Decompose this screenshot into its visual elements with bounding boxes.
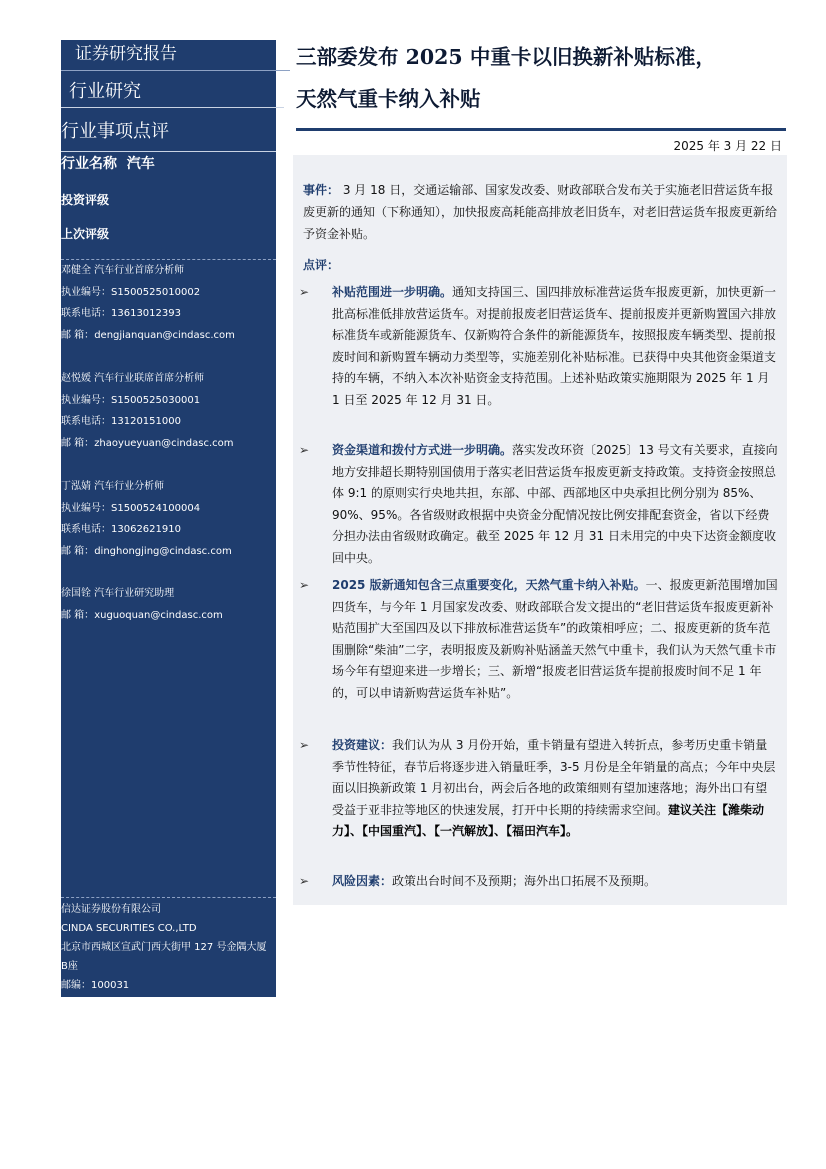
content-panel <box>293 155 787 905</box>
company-address-2: B座 <box>61 961 78 972</box>
analyst-name-role: 赵悦媛 汽车行业联席首席分析师 <box>61 373 205 384</box>
bullet-head: 2025 版新通知包含三点重要变化，天然气重卡纳入补贴。 <box>332 578 646 592</box>
company-name-en: CINDA SECURITIES CO.,LTD <box>61 923 197 934</box>
analyst-card <box>61 583 276 626</box>
bullet-item <box>299 871 779 893</box>
bullet-text <box>332 282 779 411</box>
bullet-body: 落实发改环资〔2025〕13 号文有关要求，直接向地方安排超长期特别国债用于落实老旧营运货车报废更新支持政策。支持资金按照总体 9:1 的原则实行央地共担，东部、中部、西部地区中央承担比例分别为 85%、90%、95%。各省级财政根据中央资金分配情况按比例安排配套资金，省以下经费分担办法由省级财政确定。截至 2025 年 12 月 31 日未用完的中央下达资金额度收回中央。 <box>332 443 778 565</box>
bullet-item <box>299 735 779 843</box>
analyst-email[interactable]: xuguoquan@cindasc.com <box>94 609 223 621</box>
bullet-text <box>332 440 779 569</box>
analyst-phone: 联系电话：13613012393 <box>61 308 181 319</box>
sidebar <box>61 40 276 997</box>
company-info <box>61 900 276 995</box>
email-label: 邮 箱： <box>61 329 95 341</box>
bullet-body: 一、报废更新范围增加国四货车，与今年 1 月国家发改委、财政部联合发文提出的“老旧营运货车报废更新补贴范围扩大至国四及以下排放标准营运货车”的政策相呼应；二、报废更新的货车范围删除“柴油”二字，表明报废及新购补贴涵盖天然气中重卡，我们认为天然气重卡市场今年有望迎来进一步增长；三、新增“报废老旧营运货车提前报废时间不足 1 年的，可以申请新购营运货车补贴”。 <box>332 578 778 700</box>
analyst-name-role: 徐国铨 汽车行业研究助理 <box>61 588 175 599</box>
report-title-line-2: 天然气重卡纳入补贴 <box>296 87 481 111</box>
bullet-item <box>299 282 779 411</box>
analyst-email[interactable]: zhaoyueyuan@cindasc.com <box>94 437 234 449</box>
industry-name <box>61 153 155 173</box>
bullet-text <box>332 575 779 704</box>
bullet-body: 通知支持国三、国四排放标准营运货车报废更新，加快更新一批高标准低排放营运货车。对提前报废老旧营运货车、提前报废并更新购置国六排放标准货车或新能源货车、仅新购符合条件的新能源货车，按照报废车辆类型、提前报废时间和新购置车辆动力类型等，实施差别化补贴标准。已获得中央其他资金渠道支持的车辆，不纳入本次补贴资金支持范围。上述补贴政策实施期限为 2025 年 1 月 1 日至 2025 年 12 月 31 日。 <box>332 285 777 407</box>
analyst-phone: 联系电话：13062621910 <box>61 524 181 535</box>
report-subtype: 行业事项点评 <box>61 121 169 142</box>
analyst-name-role: 丁泓婧 汽车行业分析师 <box>61 481 165 492</box>
analyst-email[interactable]: dengjianquan@cindasc.com <box>94 329 235 341</box>
last-rating-label: 上次评级 <box>61 227 110 241</box>
divider <box>61 151 276 152</box>
arrow-bullet-icon: ➢ <box>299 738 310 752</box>
event-paragraph <box>303 179 779 245</box>
industry-value: 汽车 <box>126 156 155 172</box>
report-type: 证券研究报告 <box>61 40 290 71</box>
analyst-license: 执业编号：S1500525010002 <box>61 286 201 298</box>
bullet-tail: 建议关注【潍柴动力】、【中国重汽】、【一汽解放】、【福田汽车】。 <box>332 802 765 838</box>
email-label: 邮 箱： <box>61 609 95 621</box>
report-category: 行业研究 <box>61 73 284 108</box>
arrow-bullet-icon: ➢ <box>299 578 310 592</box>
bullet-head: 资金渠道和拨付方式进一步明确。 <box>332 443 513 457</box>
company-postcode: 邮编：100031 <box>61 980 130 991</box>
event-label: 事件： <box>303 183 340 197</box>
bullet-item <box>299 440 779 569</box>
analyst-email-row <box>61 325 276 347</box>
analyst-email[interactable]: dinghongjing@cindasc.com <box>94 545 232 557</box>
arrow-bullet-icon: ➢ <box>299 443 310 457</box>
event-text: 3 月 18 日，交通运输部、国家发改委、财政部联合发布关于实施老旧营运货车报废更新的通知（下称通知），加快报废高耗能高排放老旧货车，对老旧营运货车报废更新给予资金补贴。 <box>303 183 778 241</box>
analyst-phone: 联系电话：13120151000 <box>61 416 181 427</box>
bullet-head: 投资建议： <box>332 738 393 752</box>
analyst-card <box>61 476 276 562</box>
analyst-card <box>61 368 276 454</box>
bullet-body: 政策出台时间不及预期；海外出口拓展不及预期。 <box>392 874 657 888</box>
report-title-line-1: 三部委发布 2025 中重卡以旧换新补贴标准， <box>296 45 716 69</box>
analyst-email-row <box>61 433 276 455</box>
bullet-text <box>332 735 779 843</box>
company-name-cn: 信达证券股份有限公司 <box>61 904 161 915</box>
analyst-license: 执业编号：S1500524100004 <box>61 502 201 514</box>
email-label: 邮 箱： <box>61 437 95 449</box>
bullet-head: 补贴范围进一步明确。 <box>332 285 453 299</box>
analyst-email-row <box>61 541 276 563</box>
report-title <box>296 36 796 120</box>
analyst-email-row <box>61 605 276 627</box>
arrow-bullet-icon: ➢ <box>299 874 310 888</box>
bullet-item <box>299 575 779 704</box>
analyst-name-role: 邓健全 汽车行业首席分析师 <box>61 265 185 276</box>
bullet-head: 风险因素： <box>332 874 393 888</box>
comment-label: 点评： <box>303 258 340 272</box>
industry-label: 行业名称 <box>61 156 117 172</box>
analyst-card <box>61 260 276 346</box>
divider <box>61 897 276 898</box>
company-address-1: 北京市西城区宣武门西大街甲 127 号金隅大厦 <box>61 942 267 953</box>
bullet-text <box>332 871 779 893</box>
arrow-bullet-icon: ➢ <box>299 285 310 299</box>
title-divider <box>296 128 786 131</box>
report-date: 2025 年 3 月 22 日 <box>673 139 782 153</box>
analyst-license: 执业编号：S1500525030001 <box>61 394 201 406</box>
investment-rating-label: 投资评级 <box>61 193 110 207</box>
bullet-body: 我们认为从 3 月份开始，重卡销量有望进入转折点，参考历史重卡销量季节性特征，春节后将逐步进入销量旺季，3-5 月份是全年销量的高点；今年中央层面以旧换新政策 1 月初出台，两会后各地的政策细则有望加速落地；海外出口有望受益于亚非拉等地区的快速发展，打开中长期的持续需求空间。 <box>332 738 776 817</box>
email-label: 邮 箱： <box>61 545 95 557</box>
